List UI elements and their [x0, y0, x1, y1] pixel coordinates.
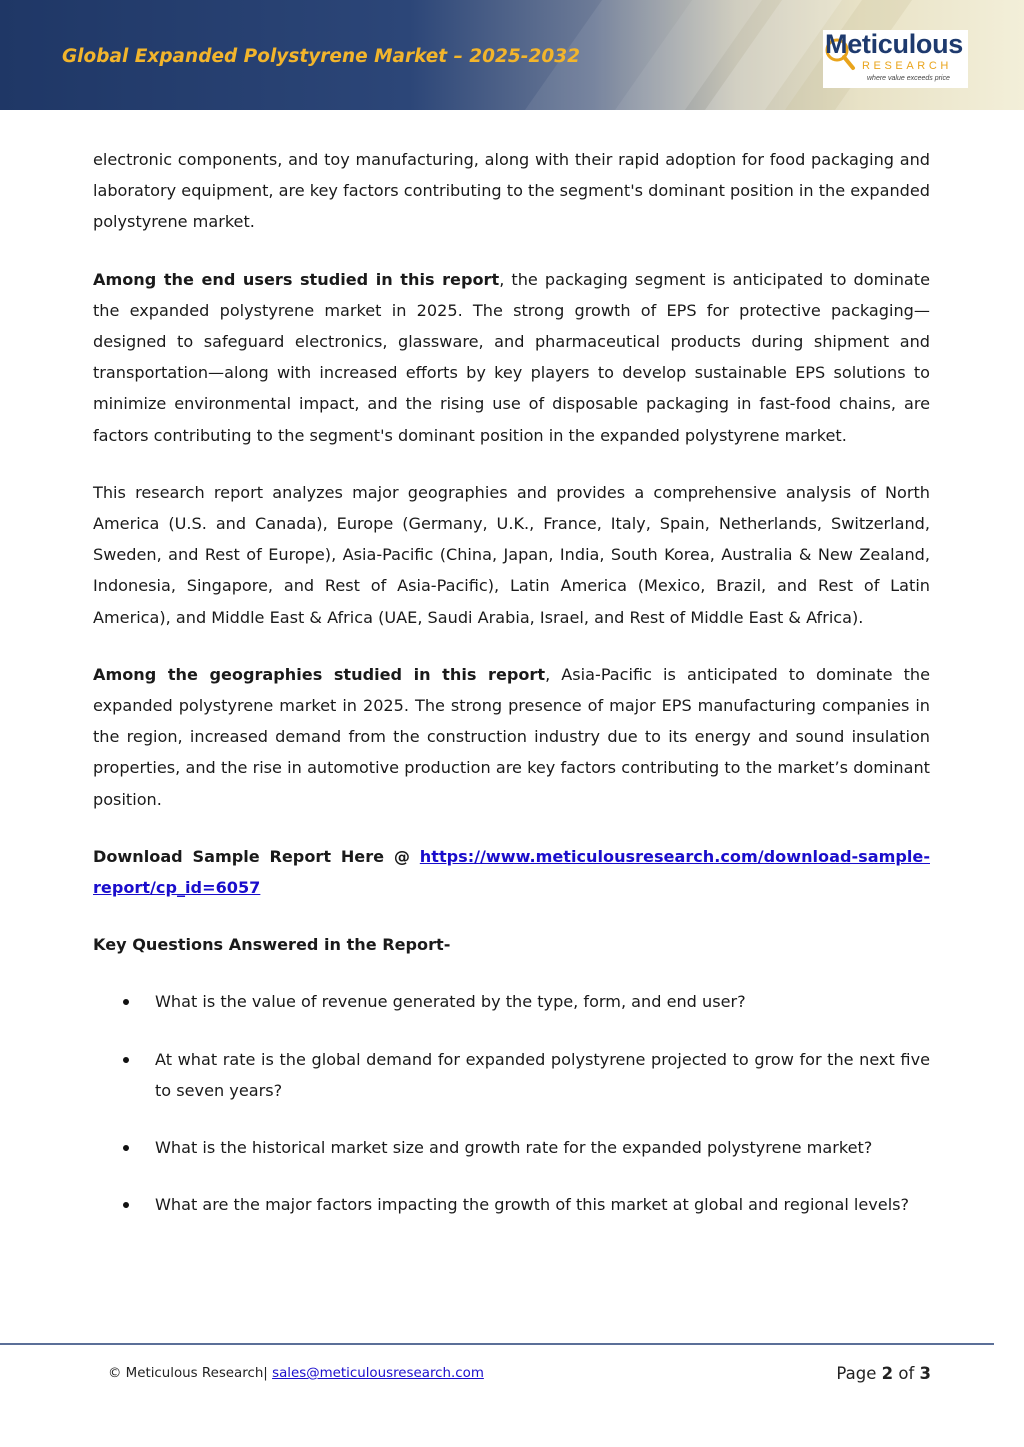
logo-subword: RESEARCH	[862, 60, 952, 72]
list-item	[93, 1044, 930, 1106]
question-text: At what rate is the global demand for expanded polystyrene projected to grow for the next five to seven years?	[155, 1049, 930, 1100]
paragraph-text: , the packaging segment is anticipated to dominate the expanded polystyrene market in 2025. The strong growth of EPS for protective packaging—designed to safeguard electronics, glassware, and pharmaceutical products during shipment and transportation—along with increased efforts by key players to develop sustainable EPS solutions to minimize environmental impact, and the rising use of disposable packaging in fast-food chains, are factors contributing to the segment's dominant position in the expanded polystyrene market.	[93, 269, 930, 445]
paragraph-geographies	[93, 659, 930, 815]
company-logo	[823, 30, 968, 88]
page-current: 2	[881, 1364, 894, 1383]
list-item	[93, 1132, 930, 1163]
download-label: Download Sample Report Here @	[93, 846, 420, 866]
paragraph-geographies-overview: This research report analyzes major geographies and provides a comprehensive analysis of North America (U.S. and Canada), Europe (Germany, U.K., France, Italy, Spain, Netherlands, Switzerland, Sweden, and Rest of Europe), Asia-Pacific (China, Japan, India, South Korea, Australia & New Zealand, Indonesia, Singapore, and Rest of Asia-Pacific), Latin America (Mexico, Brazil, and Rest of Latin America), and Middle East & Africa (UAE, Saudi Arabia, Israel, and Rest of Middle East & Africa).	[93, 482, 930, 627]
footer-copyright	[108, 1366, 484, 1381]
download-sample-link[interactable]: https://www.meticulousresearch.com/download-sample-report/cp_id=6057	[93, 846, 930, 898]
copyright-text: © Meticulous Research|	[108, 1366, 273, 1381]
download-sample-line	[93, 841, 930, 903]
page-total: 3	[919, 1364, 931, 1383]
page-of: of	[893, 1364, 920, 1383]
question-text: What is the value of revenue generated by the type, form, and end user?	[155, 992, 746, 1012]
list-item	[93, 986, 930, 1017]
list-item	[93, 1189, 930, 1220]
page-header-band	[0, 0, 1024, 110]
footer-email-link[interactable]: sales@meticulousresearch.com	[272, 1366, 484, 1381]
questions-heading	[93, 929, 930, 960]
question-text: What are the major factors impacting the growth of this market at global and regional levels?	[155, 1195, 910, 1215]
question-text: What is the historical market size and growth rate for the expanded polystyrene market?	[155, 1138, 873, 1158]
logo-wordmark: Meticulous	[825, 29, 964, 59]
page-word: Page	[836, 1364, 882, 1383]
bullet-icon	[123, 1202, 129, 1208]
document-body	[93, 144, 930, 1246]
paragraph-lead-bold: Among the end users studied in this report	[93, 269, 500, 289]
footer-divider	[0, 1343, 994, 1345]
paragraph-lead-bold: Among the geographies studied in this report	[93, 664, 546, 684]
paragraph-text: , Asia-Pacific is anticipated to dominate the expanded polystyrene market in 2025. The strong presence of major EPS manufacturing companies in the region, increased demand from the construction industry due to its energy and sound insulation properties, and the rise in automotive production are key factors contributing to the market’s dominant position.	[93, 664, 930, 809]
logo-tagline: where value exceeds price	[867, 75, 950, 82]
paragraph-continuation: electronic components, and toy manufacturing, along with their rapid adoption for food packaging and laboratory equipment, are key factors contributing to the segment's dominant position in the expanded polystyrene market.	[93, 150, 930, 232]
paragraph-end-users	[93, 264, 930, 451]
bullet-icon	[123, 1057, 129, 1063]
bullet-icon	[123, 999, 129, 1005]
document-title: Global Expanded Polystyrene Market – 2025-2032	[62, 46, 580, 67]
questions-list	[93, 986, 930, 1220]
page-number	[836, 1364, 931, 1383]
bullet-icon	[123, 1145, 129, 1151]
questions-heading-text: Key Questions Answered in the Report-	[93, 935, 451, 955]
